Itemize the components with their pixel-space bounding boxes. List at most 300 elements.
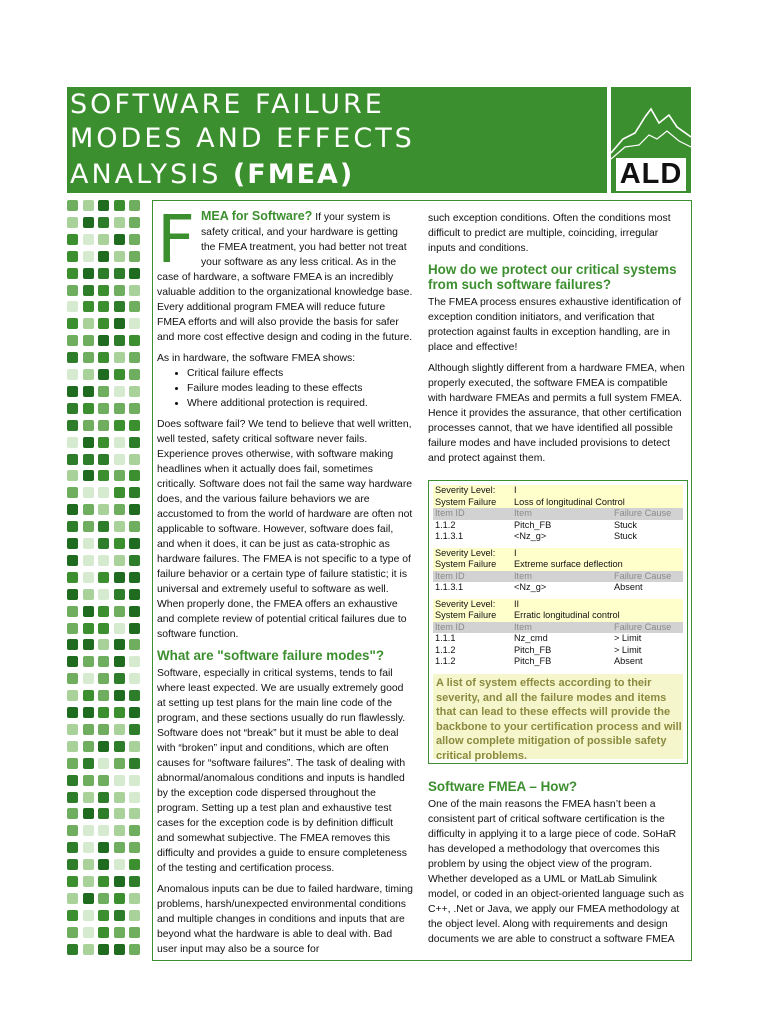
- failure-modes-paragraph: Software, especially in critical systems, tends to fail where least expected. We are usually extremely good at setting up test plans for the main line code of the program, and these sections usually do run flawlessly. Software does not “break” but it must be able to deal with “broken” input and conditions, which are often causes for “software failures”. The task of dealing with abnormal/anomalous conditions and inputs is handled by the exception code dispersed throughout the program. Setting up a test plan and exhaustive test cases for the exception code is by definition difficult and somewhat subjective. The FMEA removes this difficulty and provides a guide to ensure completeness of the testing and certification process.: [157, 668, 407, 874]
- system-failure-label: System Failure: [435, 559, 497, 569]
- decorative-square: [129, 758, 140, 769]
- decorative-square: [129, 538, 140, 549]
- decorative-square: [129, 825, 140, 836]
- decorative-square: [129, 318, 140, 329]
- decorative-square: [98, 656, 109, 667]
- decorative-square: [67, 369, 78, 380]
- decorative-square: [129, 251, 140, 262]
- table-cell: Nz_cmd: [514, 633, 548, 643]
- decorative-square: [98, 285, 109, 296]
- decorative-square: [83, 808, 94, 819]
- decorative-square: [83, 775, 94, 786]
- decorative-square: [67, 504, 78, 515]
- table-header-row: [433, 622, 683, 634]
- decorative-square: [129, 623, 140, 634]
- decorative-square: [98, 910, 109, 921]
- decorative-square: [114, 234, 125, 245]
- decorative-square: [83, 792, 94, 803]
- table-header-row: [433, 508, 683, 520]
- decorative-square: [114, 437, 125, 448]
- decorative-square: [98, 487, 109, 498]
- decorative-square: [114, 521, 125, 532]
- decorative-square: [98, 825, 109, 836]
- decorative-square: [83, 504, 94, 515]
- decorative-square: [129, 268, 140, 279]
- decorative-square: [67, 623, 78, 634]
- decorative-square: [129, 572, 140, 583]
- drop-cap: F: [157, 201, 195, 278]
- decorative-square: [67, 301, 78, 312]
- page-title-line-1: SOFTWARE FAILURE: [70, 89, 385, 120]
- decorative-square: [114, 741, 125, 752]
- table-cell: Pitch_FB: [514, 644, 552, 655]
- decorative-square: [114, 538, 125, 549]
- decorative-square: [83, 538, 94, 549]
- page-title-line-2: MODES AND EFFECTS: [70, 123, 415, 154]
- decorative-square: [114, 910, 125, 921]
- decorative-square: [67, 606, 78, 617]
- decorative-square: [114, 200, 125, 211]
- decorative-square: [114, 268, 125, 279]
- decorative-square: [129, 690, 140, 701]
- decorative-square: [98, 217, 109, 228]
- decorative-square: [67, 758, 78, 769]
- decorative-square: [67, 792, 78, 803]
- decorative-square: [67, 825, 78, 836]
- decorative-square: [83, 758, 94, 769]
- decorative-square: [129, 859, 140, 870]
- decorative-square: [129, 893, 140, 904]
- decorative-square: [114, 487, 125, 498]
- decorative-square: [98, 690, 109, 701]
- decorative-square: [83, 521, 94, 532]
- decorative-square: [67, 775, 78, 786]
- decorative-square: [83, 825, 94, 836]
- system-failure-label: System Failure: [435, 610, 497, 620]
- software-fail-paragraph: Does software fail? We tend to believe that well written, well tested, safety critical software never fails. Experience proves otherwise, with software making headlines when it actually does fail, sometimes critically. Software does not fail the same way hardware does, and the various failure behaviors we are accustomed to from the world of hardware are often not applicable to software. However, software does fail, and when it does, it can be just as cata-strophic as hardware failures. The FMEA is not specific to a type of failure behavior or a certain type of failure statistic; it is universal and extremely useful to software as well. When properly done, the FMEA offers an exhaustive and complete review of potential critical failures due to software function.: [157, 419, 413, 640]
- left-column: [157, 201, 413, 963]
- column-header: Item: [514, 570, 532, 581]
- decorative-square: [83, 707, 94, 718]
- system-failure-row: [433, 559, 683, 571]
- section-heading-how: Software FMEA – How?: [428, 779, 578, 794]
- decorative-square: [114, 707, 125, 718]
- decorative-square: [129, 741, 140, 752]
- table-cell: 1.1.2: [435, 656, 456, 666]
- column-header: Failure Cause: [614, 508, 672, 518]
- decorative-square: [114, 859, 125, 870]
- decorative-square: [83, 724, 94, 735]
- decorative-square: [129, 420, 140, 431]
- decorative-square: [114, 352, 125, 363]
- right-column: [428, 211, 686, 472]
- decorative-square: [67, 217, 78, 228]
- table-cell: 1.1.1: [435, 633, 456, 643]
- decorative-square: [83, 555, 94, 566]
- decorative-square: [83, 369, 94, 380]
- decorative-square: [98, 606, 109, 617]
- table-cell: Stuck: [614, 519, 637, 530]
- fmea-table: [433, 485, 683, 668]
- column-header: Item: [514, 621, 532, 632]
- table-row: [433, 520, 683, 532]
- section-heading-failure-modes: What are "software failure modes"?: [157, 648, 385, 663]
- table-cell: Pitch_FB: [514, 656, 552, 666]
- decorative-square: [98, 504, 109, 515]
- decorative-square: [98, 555, 109, 566]
- decorative-square: [98, 335, 109, 346]
- decorative-square: [98, 792, 109, 803]
- decorative-square: [67, 944, 78, 955]
- decorative-square: [67, 808, 78, 819]
- decorative-square: [67, 200, 78, 211]
- decorative-square: [83, 606, 94, 617]
- decorative-square: [83, 251, 94, 262]
- decorative-square: [67, 893, 78, 904]
- decorative-square: [67, 521, 78, 532]
- decorative-square: [129, 656, 140, 667]
- decorative-square: [98, 707, 109, 718]
- decorative-square: [83, 673, 94, 684]
- decorative-square: [114, 893, 125, 904]
- decorative-square: [83, 200, 94, 211]
- decorative-square: [129, 403, 140, 414]
- decorative-square: [98, 927, 109, 938]
- decorative-square: [98, 639, 109, 650]
- decorative-square: [114, 572, 125, 583]
- decorative-square: [114, 673, 125, 684]
- decorative-square: [83, 352, 94, 363]
- decorative-square: [67, 470, 78, 481]
- shows-list: [157, 366, 413, 411]
- decorative-square: [129, 369, 140, 380]
- decorative-square: [114, 842, 125, 853]
- system-failure-label: System Failure: [435, 496, 497, 507]
- decorative-square: [114, 369, 125, 380]
- decorative-square: [83, 741, 94, 752]
- severity-value: I: [514, 485, 517, 495]
- decorative-square: [98, 301, 109, 312]
- page-title-line-3: [70, 160, 354, 190]
- decorative-square: [98, 521, 109, 532]
- decorative-square: [67, 910, 78, 921]
- severity-row: [433, 548, 683, 560]
- decorative-square: [67, 572, 78, 583]
- decorative-square: [83, 876, 94, 887]
- decorative-square: [129, 808, 140, 819]
- column-header: Failure Cause: [614, 570, 672, 581]
- decorative-square: [129, 504, 140, 515]
- table-row: [433, 645, 683, 657]
- severity-value: II: [514, 598, 520, 609]
- decorative-square: [114, 639, 125, 650]
- protect-paragraph: The FMEA process ensures exhaustive identification of exception condition initiators, and verification that protection against faults in exception handling, are in place and effective!: [428, 297, 681, 353]
- decorative-square: [67, 234, 78, 245]
- decorative-square: [67, 724, 78, 735]
- decorative-square: [83, 420, 94, 431]
- decorative-square: [129, 910, 140, 921]
- decorative-square: [129, 454, 140, 465]
- table-row: [433, 582, 683, 594]
- severity-row: [433, 485, 683, 497]
- table-cell: > Limit: [614, 644, 642, 655]
- decorative-square: [67, 876, 78, 887]
- decorative-square: [98, 673, 109, 684]
- decorative-square: [114, 420, 125, 431]
- decorative-square: [83, 859, 94, 870]
- decorative-square: [83, 656, 94, 667]
- table-cell: <Nz_g>: [514, 582, 547, 592]
- decorative-square: [67, 707, 78, 718]
- decorative-square: [98, 572, 109, 583]
- decorative-square: [129, 555, 140, 566]
- column-header: Item ID: [435, 621, 465, 632]
- decorative-square: [129, 521, 140, 532]
- intro-lead: MEA for Software?: [200, 209, 313, 223]
- decorative-square: [129, 927, 140, 938]
- decorative-square: [129, 352, 140, 363]
- table-cell: 1.1.2: [435, 644, 456, 655]
- decorative-square: [129, 724, 140, 735]
- decorative-square: [67, 538, 78, 549]
- decorative-square: [98, 859, 109, 870]
- decorative-square: [129, 876, 140, 887]
- decorative-square: [114, 927, 125, 938]
- decorative-square: [98, 842, 109, 853]
- logo-text: ALD: [616, 158, 686, 191]
- decorative-square: [129, 589, 140, 600]
- decorative-square: [98, 200, 109, 211]
- table-cell: 1.1.2: [435, 519, 456, 530]
- decorative-square: [67, 454, 78, 465]
- decorative-square: [129, 386, 140, 397]
- decorative-square: [129, 437, 140, 448]
- decorative-square: [98, 369, 109, 380]
- decorative-square: [67, 673, 78, 684]
- decorative-square: [83, 437, 94, 448]
- decorative-square: [67, 420, 78, 431]
- system-failure-value: Erratic longitudinal control: [514, 610, 620, 620]
- list-item: • Critical failure effects: [187, 366, 413, 381]
- decorative-square: [114, 403, 125, 414]
- table-cell: Absent: [614, 656, 643, 666]
- decorative-square: [129, 775, 140, 786]
- system-failure-value: Loss of longitudinal Control: [514, 496, 625, 507]
- decorative-square: [67, 251, 78, 262]
- decorative-square: [67, 927, 78, 938]
- decorative-square: [98, 893, 109, 904]
- column-header: Item: [514, 508, 532, 518]
- decorative-square: [83, 335, 94, 346]
- decorative-square: [83, 842, 94, 853]
- decorative-square-pattern: [67, 200, 145, 960]
- decorative-square: [67, 386, 78, 397]
- decorative-square: [98, 758, 109, 769]
- decorative-square: [67, 403, 78, 414]
- decorative-square: [98, 352, 109, 363]
- decorative-square: [98, 420, 109, 431]
- table-cell: Pitch_FB: [514, 519, 552, 530]
- decorative-square: [83, 623, 94, 634]
- decorative-square: [83, 285, 94, 296]
- decorative-square: [67, 352, 78, 363]
- decorative-square: [83, 318, 94, 329]
- column-header: Failure Cause: [614, 621, 672, 632]
- decorative-square: [98, 251, 109, 262]
- section-heading-protect: How do we protect our critical systems from such software failures?: [428, 262, 677, 292]
- decorative-square: [129, 217, 140, 228]
- decorative-square: [129, 944, 140, 955]
- decorative-square: [67, 639, 78, 650]
- decorative-square: [98, 437, 109, 448]
- column-header: Item ID: [435, 508, 465, 518]
- shows-intro: As in hardware, the software FMEA shows:: [157, 353, 356, 364]
- decorative-square: [129, 470, 140, 481]
- list-item: • Failure modes leading to these effects: [187, 381, 413, 396]
- decorative-square: [98, 808, 109, 819]
- severity-value: I: [514, 547, 517, 558]
- decorative-square: [83, 572, 94, 583]
- decorative-square: [83, 454, 94, 465]
- table-cell: Absent: [614, 582, 643, 592]
- decorative-square: [98, 944, 109, 955]
- decorative-square: [114, 808, 125, 819]
- title-acronym: (FMEA): [232, 159, 355, 190]
- title-prefix: ANALYSIS: [70, 159, 233, 190]
- decorative-square: [114, 318, 125, 329]
- intro-text: If your system is safety critical, and your hardware is getting the FMEA treatment, you had better not treat your software as any less critical. As in the case of hardware, a software FMEA is an incredibly valuable addition to the organizational knowledge base. Every additional program FMEA will reduce future FMEA efforts and will also provide the basis for safer and more cost effective design and coding in the future.: [157, 212, 413, 343]
- decorative-square: [67, 859, 78, 870]
- severity-label: Severity Level:: [435, 485, 496, 495]
- decorative-square: [98, 268, 109, 279]
- decorative-square: [83, 301, 94, 312]
- decorative-square: [114, 335, 125, 346]
- decorative-square: [98, 386, 109, 397]
- table-cell: 1.1.3.1: [435, 582, 464, 592]
- decorative-square: [67, 335, 78, 346]
- decorative-square: [98, 318, 109, 329]
- decorative-square: [129, 335, 140, 346]
- decorative-square: [98, 724, 109, 735]
- decorative-square: [114, 217, 125, 228]
- decorative-square: [83, 927, 94, 938]
- decorative-square: [114, 251, 125, 262]
- decorative-square: [83, 470, 94, 481]
- decorative-square: [83, 487, 94, 498]
- decorative-square: [129, 792, 140, 803]
- decorative-square: [67, 285, 78, 296]
- decorative-square: [114, 504, 125, 515]
- decorative-square: [83, 589, 94, 600]
- decorative-square: [83, 386, 94, 397]
- decorative-square: [67, 318, 78, 329]
- decorative-square: [98, 876, 109, 887]
- decorative-square: [114, 301, 125, 312]
- decorative-square: [129, 707, 140, 718]
- decorative-square: [129, 673, 140, 684]
- decorative-square: [114, 285, 125, 296]
- decorative-square: [83, 268, 94, 279]
- right-column-bottom: [428, 775, 686, 953]
- table-cell: > Limit: [614, 633, 642, 643]
- decorative-square: [114, 775, 125, 786]
- table-row: [433, 656, 683, 668]
- table-header-row: [433, 571, 683, 583]
- decorative-square: [83, 690, 94, 701]
- table-cell: <Nz_g>: [514, 531, 547, 541]
- decorative-square: [98, 403, 109, 414]
- severity-label: Severity Level:: [435, 547, 496, 558]
- decorative-square: [114, 470, 125, 481]
- decorative-square: [114, 555, 125, 566]
- decorative-square: [114, 825, 125, 836]
- decorative-square: [129, 234, 140, 245]
- column-header: Item ID: [435, 570, 465, 581]
- system-failure-value: Extreme surface deflection: [514, 559, 623, 569]
- decorative-square: [114, 792, 125, 803]
- decorative-square: [98, 470, 109, 481]
- decorative-square: [67, 487, 78, 498]
- decorative-square: [67, 268, 78, 279]
- decorative-square: [83, 217, 94, 228]
- decorative-square: [98, 623, 109, 634]
- decorative-square: [114, 623, 125, 634]
- continued-paragraph: such exception conditions. Often the conditions most difficult to predict are multiple, coinciding, irregular inputs and conditions.: [428, 213, 671, 254]
- decorative-square: [67, 690, 78, 701]
- decorative-square: [98, 775, 109, 786]
- decorative-square: [114, 690, 125, 701]
- decorative-square: [114, 724, 125, 735]
- decorative-square: [98, 234, 109, 245]
- decorative-square: [67, 589, 78, 600]
- table-row: [433, 531, 683, 543]
- decorative-square: [67, 437, 78, 448]
- decorative-square: [114, 944, 125, 955]
- system-failure-row: [433, 610, 683, 622]
- compatibility-paragraph: Although slightly different from a hardware FMEA, when properly executed, the software FMEA is compatible with hardware FMEAs and permits a full system FMEA. Hence it provides the assurance, that other certification processes cannot, that we have identified all possible failure modes and have included provisions to detect and protect against them.: [428, 363, 685, 464]
- decorative-square: [114, 454, 125, 465]
- decorative-square: [83, 944, 94, 955]
- severity-row: [433, 599, 683, 611]
- decorative-square: [83, 234, 94, 245]
- decorative-square: [114, 606, 125, 617]
- decorative-square: [98, 589, 109, 600]
- decorative-square: [83, 910, 94, 921]
- decorative-square: [114, 758, 125, 769]
- decorative-square: [129, 639, 140, 650]
- intro-paragraph: [157, 201, 413, 345]
- decorative-square: [98, 538, 109, 549]
- decorative-square: [114, 876, 125, 887]
- decorative-square: [114, 656, 125, 667]
- list-item: • Where additional protection is required.: [187, 396, 413, 411]
- system-failure-row: [433, 497, 683, 509]
- decorative-square: [67, 842, 78, 853]
- table-cell: Stuck: [614, 531, 637, 541]
- decorative-square: [129, 842, 140, 853]
- decorative-square: [67, 656, 78, 667]
- decorative-square: [129, 200, 140, 211]
- decorative-square: [98, 741, 109, 752]
- decorative-square: [129, 487, 140, 498]
- table-caption: A list of system effects according to their severity, and all the failure modes and items that can lead to these effects will provide the backbone to your certification process and will allow complete mitigation of possible safety critical problems.: [433, 674, 683, 759]
- decorative-square: [83, 639, 94, 650]
- table-row: [433, 633, 683, 645]
- decorative-square: [114, 386, 125, 397]
- decorative-square: [67, 555, 78, 566]
- decorative-square: [129, 301, 140, 312]
- decorative-square: [129, 606, 140, 617]
